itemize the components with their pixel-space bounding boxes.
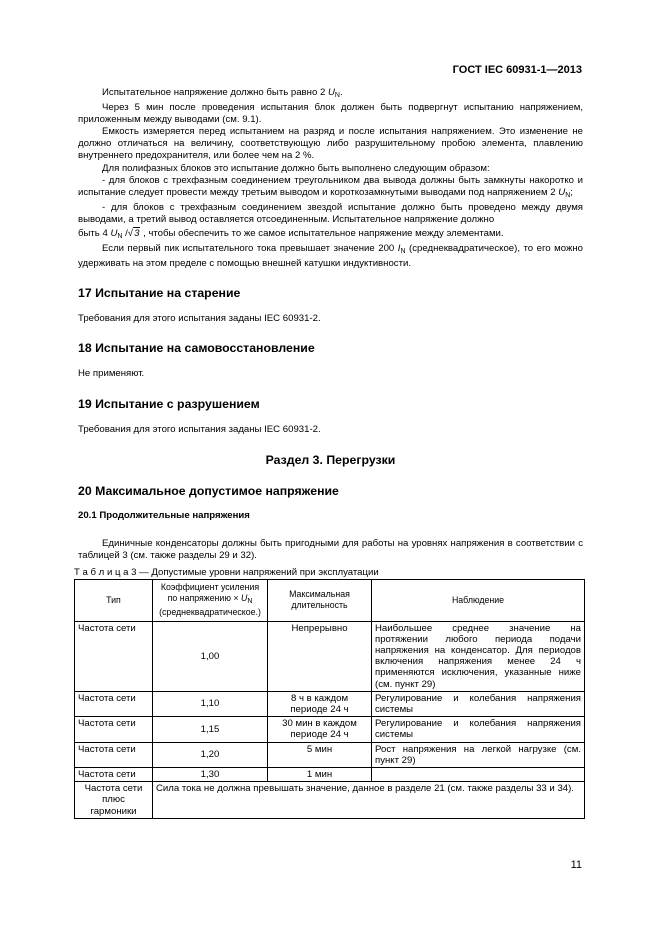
table-caption: Т а б л и ц а 3 — Допустимые уровни напряжений при эксплуатации (74, 566, 379, 578)
heading-section-18: 18 Испытание на самовосстановление (78, 341, 315, 356)
cell-factor: 1,20 (153, 742, 268, 767)
cell-type: Частота сети (75, 768, 153, 782)
paragraph-star-voltage: быть 4 $U_N$ /√3 , чтобы обеспечить то же самое испытательное напряжение между элементами. (78, 228, 504, 241)
section-17-text: Требования для этого испытания заданы IEC 60931-2. (78, 313, 321, 325)
cell-type: Частота сети (75, 717, 153, 742)
cell-type: Частота сети плюс гармоники (75, 782, 153, 819)
cell-duration: 5 мин (268, 742, 372, 767)
header-duration: Максимальная длительность (268, 579, 372, 621)
paragraph-polyphase: Для полифазных блоков это испытание должно быть выполнено следующим образом: (102, 162, 490, 174)
cell-duration: 30 мин в каждом периоде 24 ч (268, 717, 372, 742)
cell-type: Частота сети (75, 621, 153, 691)
cell-factor: 1,15 (153, 717, 268, 742)
cell-note: Сила тока не должна превышать значение, данное в разделе 21 (см. также разделы 33 и 34). (153, 782, 585, 819)
table-row (75, 768, 585, 782)
section-19-text: Требования для этого испытания заданы IEC 60931-2. (78, 423, 321, 435)
table-row (75, 782, 585, 819)
sqrt-value: 3 (134, 228, 140, 240)
cell-type: Частота сети (75, 691, 153, 716)
header-type: Тип (75, 579, 153, 621)
heading-section-20: 20 Максимальное допустимое напряжение (78, 483, 339, 498)
section-18-text: Не применяют. (78, 368, 145, 380)
cell-duration: Непрерывно (268, 621, 372, 691)
heading-subsection-20-1: 20.1 Продолжительные напряжения (78, 509, 250, 521)
page-number: 11 (570, 859, 582, 871)
cell-factor: 1,10 (153, 691, 268, 716)
heading-section-17: 17 Испытание на старение (78, 286, 241, 301)
cell-factor: 1,30 (153, 768, 268, 782)
heading-section-19: 19 Испытание с разрушением (78, 396, 260, 411)
document-header: ГОСТ IEC 60931-1—2013 (452, 64, 582, 76)
paragraph-star: - для блоков с трехфазным соединением звездой испытание должно быть проведено между двумя выводами, а третий вывод оставляется отсоединенным. Испытательное напряжение должно (78, 201, 583, 225)
cell-note: Рост напряжения на легкой нагрузке (см. пункт 29) (372, 742, 585, 767)
table-row (75, 691, 585, 716)
subsection-20-1-text: Единичные конденсаторы должны быть пригодными для работы на уровнях напряжения в соответствии с таблицей 3 (см. также разделы 29 и 32). (78, 537, 583, 561)
header-note: Наблюдение (372, 579, 585, 621)
cell-note (372, 768, 585, 782)
paragraph-capacitance: Емкость измеряется перед испытанием на разряд и после испытания напряжением. Это изменение не должно отличаться на величину, соответствующую либо разрушительному пробою элемента, плавлению внутреннего предохранителя, или более чем на 2 %. (78, 126, 583, 162)
paragraph-after-5-min: Через 5 мин после проведения испытания блок должен быть подвергнут испытанию напряжением, приложенным между выводами (см. 9.1). (78, 102, 583, 126)
table-row (75, 742, 585, 767)
table-row (75, 717, 585, 742)
paragraph-delta: - для блоков с трехфазным соединением треугольником два вывода должны быть замкнуты накоротко и испытание следует провести между третьим выводом и короткозамкнутыми выводами под напряжением 2 $U_N$; (78, 174, 583, 199)
cell-note: Наибольшее среднее значение на протяжении любого периода подачи напряжения на конденсатор. Для периодов включения напряжения менее 24 ч применяются исключения, указанные ниже (см. пункт 29) (372, 621, 585, 691)
heading-part-3: Раздел 3. Перегрузки (265, 452, 396, 467)
cell-type: Частота сети (75, 742, 153, 767)
header-factor: Коэффициент усиления по напряжению × $U_N$ (среднеквадратическое.) (153, 579, 268, 621)
cell-note: Регулирование и колебания напряжения системы (372, 691, 585, 716)
page-content (74, 87, 583, 819)
table-row (75, 621, 585, 691)
cell-duration: 8 ч в каждом периоде 24 ч (268, 691, 372, 716)
table-header-row (75, 579, 585, 621)
cell-factor: 1,00 (153, 621, 268, 691)
cell-duration: 1 мин (268, 768, 372, 782)
paragraph-test-voltage: Испытательное напряжение должно быть равно 2 $U_N$. (102, 87, 343, 99)
paragraph-peak-current: Если первый пик испытательного тока превышает значение 200 $I_N$ (среднеквадратическое), то его можно удерживать на этом пределе с помощью внешней катушки индуктивности. (78, 243, 583, 270)
voltage-levels-table (74, 579, 585, 819)
cell-note: Регулирование и колебания напряжения системы (372, 717, 585, 742)
